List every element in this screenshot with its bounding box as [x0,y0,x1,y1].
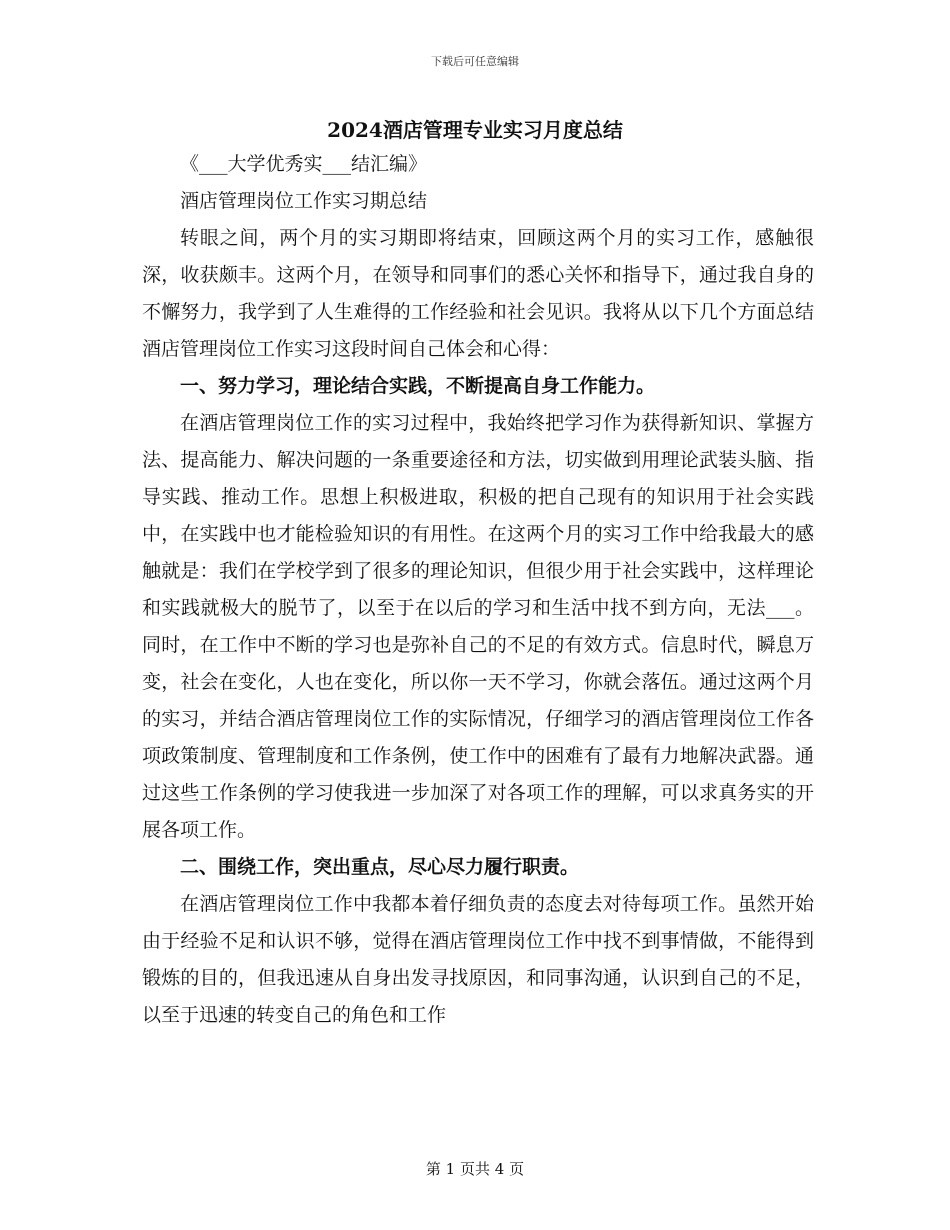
document-subtitle: 《___大学优秀实___结汇编》 [180,153,428,175]
heading-2: 二、围绕工作，突出重点，尽心尽力履行职责。 [180,856,580,878]
paragraph-intro: 转眼之间，两个月的实习期即将结束，回顾这两个月的实习工作，感触很深，收获颇丰。这两个月，在领导和同事们的悉心关怀和指导下，通过我自身的不懈努力，我学到了人生难得的工作经验和社会见识。我将从以下几个方面总结酒店管理岗位工作实习这段时间自己体会和心得： [142,227,814,360]
heading-1: 一、努力学习，理论结合实践，不断提高自身工作能力。 [180,375,656,397]
paragraph-duty: 在酒店管理岗位工作中我都本着仔细负责的态度去对待每项工作。虽然开始由于经验不足和认识不够，觉得在酒店管理岗位工作中找不到事情做，不能得到锻炼的目的，但我迅速从自身出发寻找原因，和同事沟通，认识到自己的不足，以至于迅速的转变自己的角色和工作 [142,893,814,1026]
page-number: 第 1 页共 4 页 [425,1160,525,1178]
paragraph-study: 在酒店管理岗位工作的实习过程中，我始终把学习作为获得新知识、掌握方法、提高能力、解决问题的一条重要途径和方法，切实做到用理论武装头脑、指导实践、推动工作。思想上积极进取，积极的把自己现有的知识用于社会实践中，在实践中也才能检验知识的有用性。在这两个月的实习工作中给我最大的感触就是：我们在学校学到了很多的理论知识，但很少用于社会实践中，这样理论和实践就极大的脱节了，以至于在以后的学习和生活中找不到方向，无法___。同时，在工作中不断的学习也是弥补自己的不足的有效方式。信息时代，瞬息万变，社会在变化，人也在变化，所以你一天不学习，你就会落伍。通过这两个月的实习，并结合酒店管理岗位工作的实际情况，仔细学习的酒店管理岗位工作各项政策制度、管理制度和工作条例，使工作中的困难有了最有力地解决武器。通过这些工作条例的学习使我进一步加深了对各项工作的理解，可以求真务实的开展各项工作。 [142,412,814,841]
document-body [142,146,814,1034]
section-title: 酒店管理岗位工作实习期总结 [180,190,428,212]
document-title: 2024酒店管理专业实习月度总结 [327,118,623,142]
page-header-note: 下载后可任意编辑 [431,55,519,68]
